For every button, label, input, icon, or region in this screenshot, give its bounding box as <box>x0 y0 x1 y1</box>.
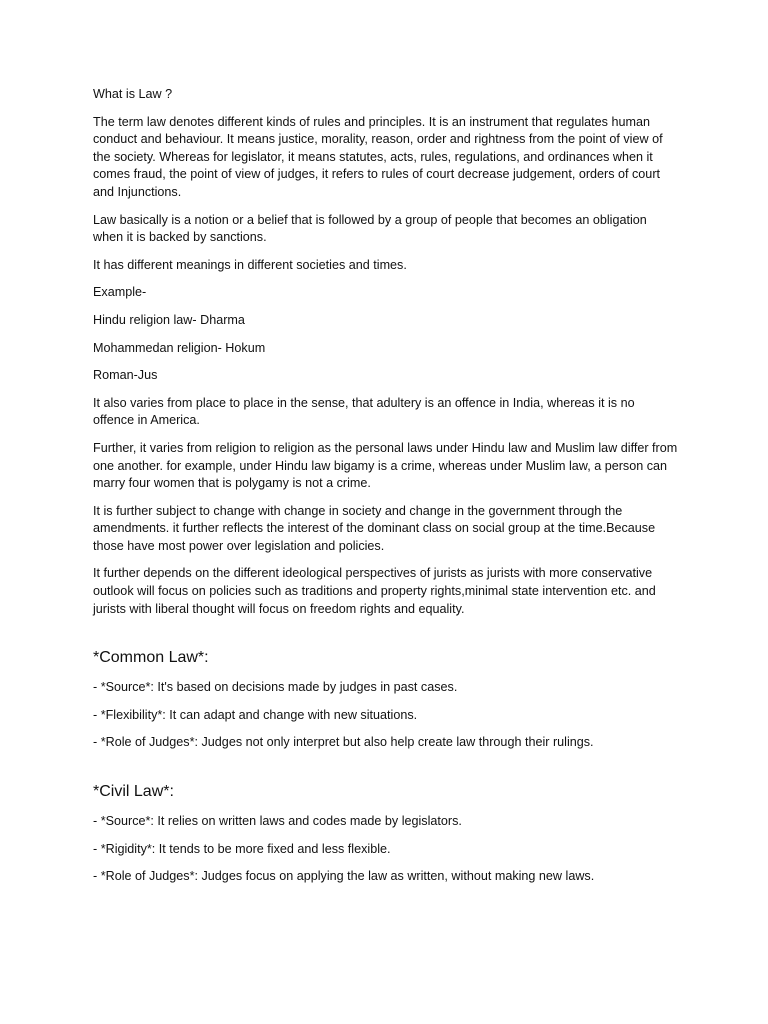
paragraph-notion: Law basically is a notion or a belief that is followed by a group of people that becomes an obligation when it is backed by sanctions. <box>93 212 647 245</box>
civil-law-item-judges: - *Role of Judges*: Judges focus on applying the law as written, without making new laws. <box>93 869 595 884</box>
civil-law-section <box>93 782 678 886</box>
section-gap <box>93 762 678 782</box>
common-law-section <box>93 648 678 752</box>
paragraph-place: It also varies from place to place in the sense, that adultery is an offence in India, whereas it is no offence in America. <box>93 395 635 428</box>
civil-law-item-source: - *Source*: It relies on written laws and codes made by legislators. <box>93 814 462 829</box>
paragraph-change: It is further subject to change with change in society and change in the government through the amendments. it further reflects the interest of the dominant class on social group at the time.Because those have most power over legislation and policies. <box>93 503 656 553</box>
civil-law-heading: *Civil Law*: <box>93 783 174 801</box>
paragraph-example-roman: Roman-Jus <box>93 368 158 383</box>
common-law-item-source: - *Source*: It's based on decisions made by judges in past cases. <box>93 680 458 695</box>
paragraph-definition: The term law denotes different kinds of rules and principles. It is an instrument that regulates human conduct and behaviour. It means justice, morality, reason, order and rightness from the point of view of the society. Whereas for legislator, it means statutes, acts, rules, regulations, and ordinances when it comes fraud, the point of view of judges, it refers to rules of court decrease judgement, orders of court and Injunctions. <box>93 114 663 199</box>
common-law-item-flexibility: - *Flexibility*: It can adapt and change with new situations. <box>93 707 418 722</box>
paragraph-ideology: It further depends on the different ideological perspectives of jurists as jurists with more conservative outlook will focus on policies such as traditions and property rights,minimal state intervention etc. and jurists with liberal thought will focus on freedom rights and equality. <box>93 566 656 616</box>
section-gap <box>93 628 678 648</box>
document-title: What is Law ? <box>93 87 173 101</box>
paragraph-example-label: Example- <box>93 285 147 300</box>
paragraph-religion: Further, it varies from religion to religion as the personal laws under Hindu law and Muslim law differ from one another. for example, under Hindu law bigamy is a crime, whereas under Muslim law, a person can marry four women that is polygamy is not a crime. <box>93 440 678 491</box>
common-law-heading: *Common Law*: <box>93 649 209 667</box>
paragraph-meanings: It has different meanings in different societies and times. <box>93 257 407 272</box>
paragraph-example-hindu: Hindu religion law- Dharma <box>93 312 245 327</box>
paragraph-example-mohammedan: Mohammedan religion- Hokum <box>93 340 266 355</box>
common-law-item-judges: - *Role of Judges*: Judges not only interpret but also help create law through their rulings. <box>93 735 594 750</box>
civil-law-item-rigidity: - *Rigidity*: It tends to be more fixed and less flexible. <box>93 841 391 856</box>
